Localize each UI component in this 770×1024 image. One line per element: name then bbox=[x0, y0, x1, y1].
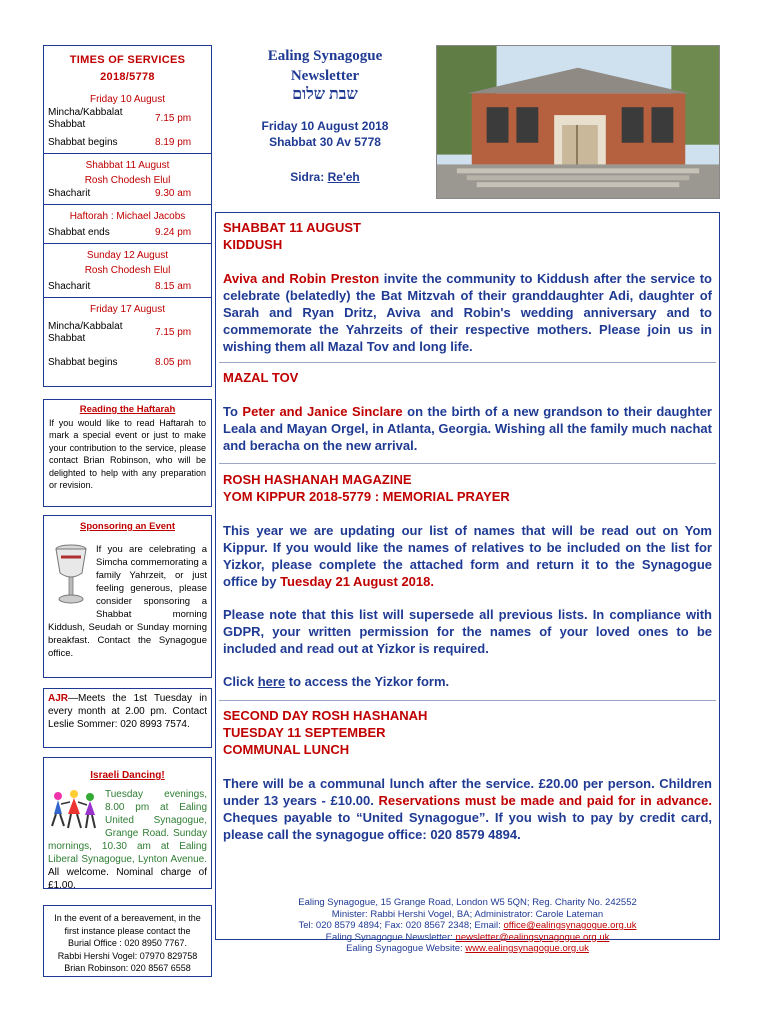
masthead-hebrew-date: Shabbat 30 Av 5778 bbox=[269, 135, 381, 149]
sunday-sub: Rosh Chodesh Elul bbox=[84, 265, 171, 276]
israeli-dancing-box bbox=[43, 757, 212, 889]
masthead-hebrew: שבת שלום bbox=[292, 86, 358, 103]
friday2-mincha-time: 7.15 pm bbox=[155, 327, 192, 338]
click-text: Click bbox=[223, 674, 258, 689]
footer-contact bbox=[215, 920, 720, 932]
bereavement-line1: In the event of a bereavement, in the first instance please contact the bbox=[54, 913, 201, 936]
lunch-paragraph bbox=[223, 775, 712, 843]
mazal-tov-title: MAZAL TOV bbox=[223, 370, 299, 385]
lunch-reservation: Reservations must be made and paid for in advance. bbox=[378, 793, 712, 808]
friday1-begins-label: Shabbat begins bbox=[48, 137, 118, 148]
main-content bbox=[215, 212, 720, 940]
shabbat-ends-time: 9.24 pm bbox=[155, 227, 192, 238]
mazal-names: Peter and Janice Sinclare bbox=[242, 404, 403, 419]
footer-website bbox=[215, 943, 720, 955]
haftarah-text: If you would like to read Haftarah to mark a special event or just to make your contribution to the service, please contact Brian Robinson, who will be delighted to help with any preparation or revision. bbox=[49, 417, 206, 490]
office-email-link[interactable]: office@ealingsynagogue.org.uk bbox=[503, 920, 637, 931]
kiddush-text: invite the community to Kiddush after the service to celebrate (belatedly) the Bat Mitzvah of their granddaughter Adi, daughter of Sarah and Ryan Dritz, Aviva and Robin's wedding anniversary and to commemorate the Yahrzeits of their respective mothers. Please join us in wishing them all Mazal Tov and long life. bbox=[223, 271, 712, 354]
footer-newsletter bbox=[215, 932, 720, 944]
ajr-box bbox=[43, 688, 212, 748]
friday1-day: Friday 10 August bbox=[89, 94, 166, 105]
lunch-date: TUESDAY 11 SEPTEMBER bbox=[223, 725, 386, 740]
lunch-title: SECOND DAY ROSH HASHANAH bbox=[223, 708, 428, 723]
masthead-sidra bbox=[215, 170, 435, 184]
friday1-mincha-label: Mincha/Kabbalat Shabbat bbox=[48, 107, 123, 130]
lunch-text: There will be a communal lunch after the service. £20.00 per person. Children under 13 years - £10.00. bbox=[223, 776, 712, 808]
mazal-text: on the birth of a new grandson to their daughter Leala and Mayan Orgel, in Atlanta, Georgia. Wishing all the family much nachat and beracha on the new arrival. bbox=[223, 404, 712, 453]
masthead-name: Ealing Synagogue bbox=[267, 48, 383, 64]
dancing-heading: Israeli Dancing! bbox=[90, 770, 165, 781]
shabbat-sub: Rosh Chodesh Elul bbox=[84, 175, 171, 186]
friday2-day: Friday 17 August bbox=[89, 304, 166, 315]
masthead bbox=[215, 45, 435, 195]
dancing-charge: All welcome. Nominal charge of £1.00. bbox=[48, 867, 207, 891]
divider bbox=[44, 297, 211, 298]
dancers-icon bbox=[48, 788, 100, 832]
sidra-link[interactable]: Re'eh bbox=[327, 170, 360, 184]
shabbat-shacharit-time: 9.30 am bbox=[155, 188, 192, 199]
services-title: TIMES OF SERVICES bbox=[69, 54, 186, 66]
services-year: 2018/5778 bbox=[100, 71, 155, 83]
bereavement-line4: Brian Robinson: 020 8567 6558 bbox=[64, 963, 191, 973]
kiddush-paragraph bbox=[223, 270, 712, 355]
lunch-subtitle: COMMUNAL LUNCH bbox=[223, 742, 350, 757]
bereavement-box bbox=[43, 905, 212, 977]
kiddush-cup-icon bbox=[52, 543, 90, 607]
sunday-shacharit-time: 8.15 am bbox=[155, 281, 192, 292]
friday2-begins-time: 8.05 pm bbox=[155, 357, 192, 368]
ajr-label: AJR bbox=[48, 693, 69, 704]
times-of-services-box bbox=[43, 45, 212, 387]
masthead-newsletter: Newsletter bbox=[290, 68, 360, 84]
haftarah-box bbox=[43, 399, 212, 507]
dancing-details: Tuesday evenings, 8.00 pm at Ealing United Synagogue, Grange Road. Sunday mornings, 10.30 am at Ealing Liberal Synagogue, Lynton Avenue. bbox=[48, 789, 207, 865]
yizkor-form-link[interactable]: here bbox=[257, 674, 286, 689]
divider bbox=[44, 243, 211, 244]
sponsor-text: If you are celebrating a Simcha commemorating a family Yahrzeit, or just feeling generous, please consider sponsoring a Shabbat morning Kiddush, Seudah or Sunday morning breakfast. Contact the Synagogue office. bbox=[48, 544, 207, 659]
friday2-mincha-label: Mincha/Kabbalat Shabbat bbox=[48, 321, 123, 344]
footer-tel: Tel: 020 8579 4894; Fax: 020 8567 2348; Email: bbox=[298, 920, 504, 931]
footer bbox=[215, 897, 720, 955]
sunday-day: Sunday 12 August bbox=[86, 250, 169, 261]
yizkor-paragraph bbox=[223, 522, 712, 590]
bereavement-line2: Burial Office : 020 8950 7767. bbox=[68, 938, 187, 948]
lunch-payment: Cheques payable to “United Synagogue”. If you wish to pay by credit card, please call the synagogue office: 020 8579 4894. bbox=[223, 810, 712, 842]
sponsor-box bbox=[43, 515, 212, 678]
ajr-text: —Meets the 1st Tuesday in every month at 2.00 pm. Contact Leslie Sommer: 020 8993 7574. bbox=[48, 693, 207, 730]
divider bbox=[44, 204, 211, 205]
footer-website-label: Ealing Synagogue Website: bbox=[346, 943, 466, 954]
sponsor-heading: Sponsoring an Event bbox=[79, 521, 175, 532]
bereavement-line3: Rabbi Hershi Vogel: 07970 829758 bbox=[57, 950, 198, 961]
synagogue-photo bbox=[436, 45, 720, 199]
sidra-label: Sidra: bbox=[290, 170, 328, 184]
masthead-date: Friday 10 August 2018 bbox=[261, 119, 389, 133]
friday2-begins-label: Shabbat begins bbox=[48, 357, 118, 368]
divider bbox=[44, 153, 211, 154]
kiddush-title: SHABBAT 11 AUGUST bbox=[223, 220, 361, 235]
friday1-begins-time: 8.19 pm bbox=[155, 137, 192, 148]
shabbat-shacharit-label: Shacharit bbox=[48, 188, 91, 199]
sunday-shacharit-label: Shacharit bbox=[48, 281, 91, 292]
shabbat-day: Shabbat 11 August bbox=[85, 160, 170, 171]
kiddush-hosts: Aviva and Robin Preston bbox=[223, 271, 380, 286]
newsletter-email-link[interactable]: newsletter@ealingsynagogue.org.uk bbox=[455, 931, 610, 943]
haftarah-heading: Reading the Haftarah bbox=[79, 404, 176, 415]
shabbat-ends-label: Shabbat ends bbox=[48, 227, 110, 238]
mazal-to: To bbox=[223, 404, 243, 419]
footer-newsletter-label: Ealing Synagogue Newsletter: bbox=[325, 931, 456, 943]
yizkor-deadline: Tuesday 21 August 2018. bbox=[280, 574, 434, 589]
haftorah-reader: Haftorah : Michael Jacobs bbox=[69, 211, 186, 222]
mazal-tov-paragraph bbox=[223, 403, 712, 454]
click-rest-text: to access the Yizkor form. bbox=[285, 674, 450, 689]
rosh-magazine-title: ROSH HASHANAH MAGAZINE bbox=[223, 472, 412, 487]
kiddush-subtitle: KIDDUSH bbox=[223, 237, 283, 252]
gdpr-paragraph: Please note that this list will supersede all previous lists. In compliance with GDPR, your written permission for the names of your loved ones to be included and read out at Yizkor is required. bbox=[223, 607, 712, 656]
footer-staff: Minister: Rabbi Hershi Vogel, BA; Administrator: Carole Lateman bbox=[331, 908, 604, 920]
friday1-mincha-time: 7.15 pm bbox=[155, 113, 192, 124]
yizkor-form-line bbox=[223, 673, 712, 690]
footer-address: Ealing Synagogue, 15 Grange Road, London W5 5QN; Reg. Charity No. 242552 bbox=[298, 897, 637, 908]
sidebar bbox=[43, 45, 212, 977]
memorial-prayer-title: YOM KIPPUR 2018-5779 : MEMORIAL PRAYER bbox=[223, 489, 510, 504]
yizkor-text: This year we are updating our list of names that will be read out on Yom Kippur. If you would like the names of relatives to be included on the list for Yizkor, please complete the attached form and return it to the Synagogue office by bbox=[223, 523, 712, 589]
website-link[interactable]: www.ealingsynagogue.org.uk bbox=[465, 943, 589, 954]
